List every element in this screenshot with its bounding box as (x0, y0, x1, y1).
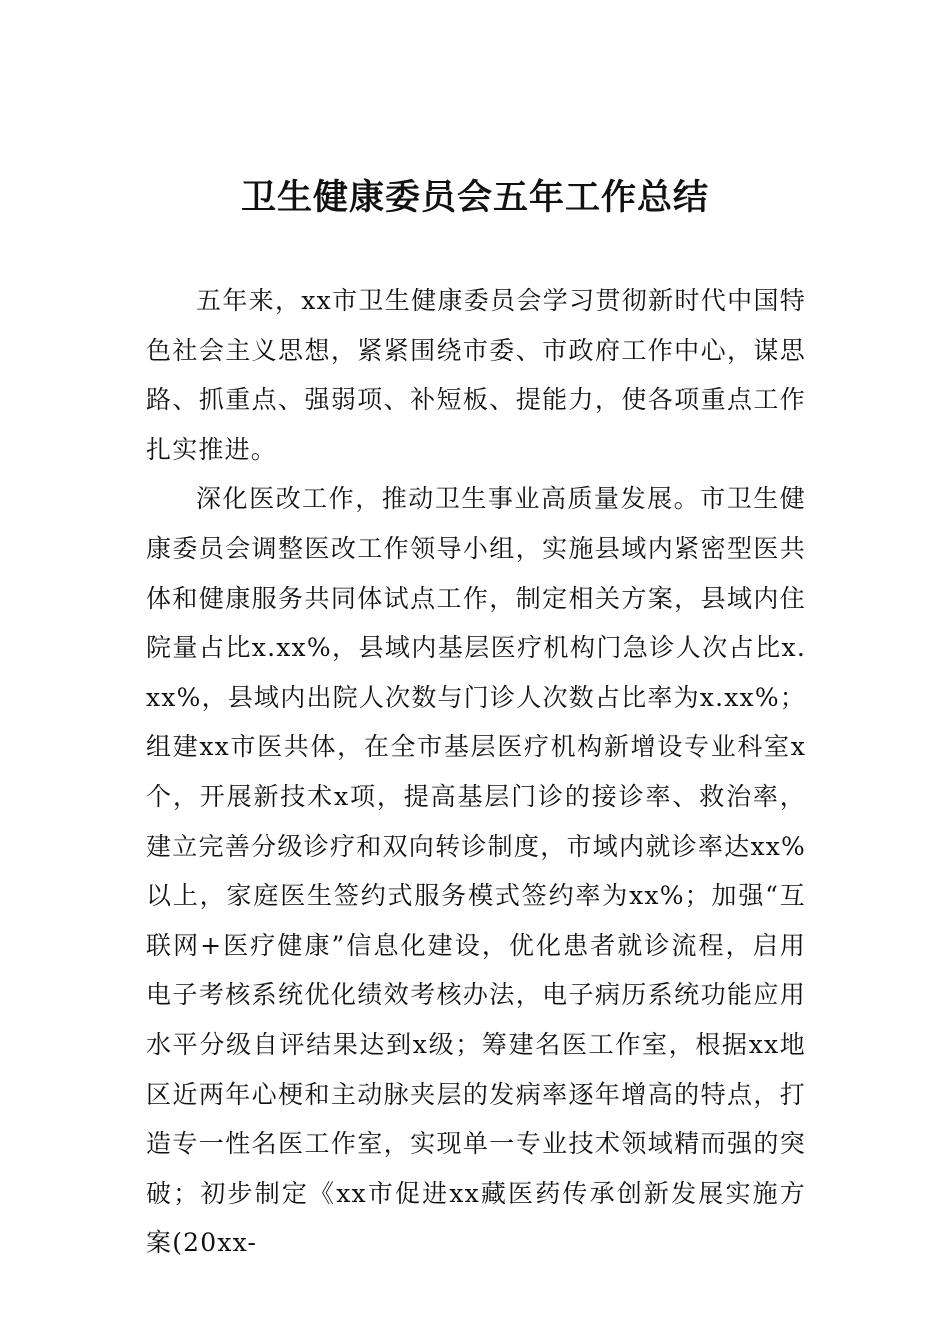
paragraph-medical-reform: 深化医改工作，推动卫生事业高质量发展。市卫生健康委员会调整医改工作领导小组，实施县域内紧密型医共体和健康服务共同体试点工作，制定相关方案，县域内住院量占比x.xx%，县域内基层医疗机构门急诊人次占比x.xx%，县域内出院人次数与门诊人次数占比率为x.xx%；组建xx市医共体，在全市基层医疗机构新增设专业科室x个，开展新技术x项，提高基层门诊的接诊率、救治率，建立完善分级诊疗和双向转诊制度，市域内就诊率达xx%以上，家庭医生签约式服务模式签约率为xx%；加强“互联网+医疗健康”信息化建设，优化患者就诊流程，启用电子考核系统优化绩效考核办法，电子病历系统功能应用水平分级自评结果达到x级；筹建名医工作室，根据xx地区近两年心梗和主动脉夹层的发病率逐年增高的特点，打造专一性名医工作室，实现单一专业技术领域精而强的突破；初步制定《xx市促进xx藏医药传承创新发展实施方案(20xx- (146, 484, 806, 1258)
paragraph-intro: 五年来，xx市卫生健康委员会学习贯彻新时代中国特色社会主义思想，紧紧围绕市委、市政府工作中心，谋思路、抓重点、强弱项、补短板、提能力，使各项重点工作扎实推进。 (146, 286, 806, 464)
document-body (146, 276, 806, 1268)
document-title: 卫生健康委员会五年工作总结 (240, 177, 709, 218)
